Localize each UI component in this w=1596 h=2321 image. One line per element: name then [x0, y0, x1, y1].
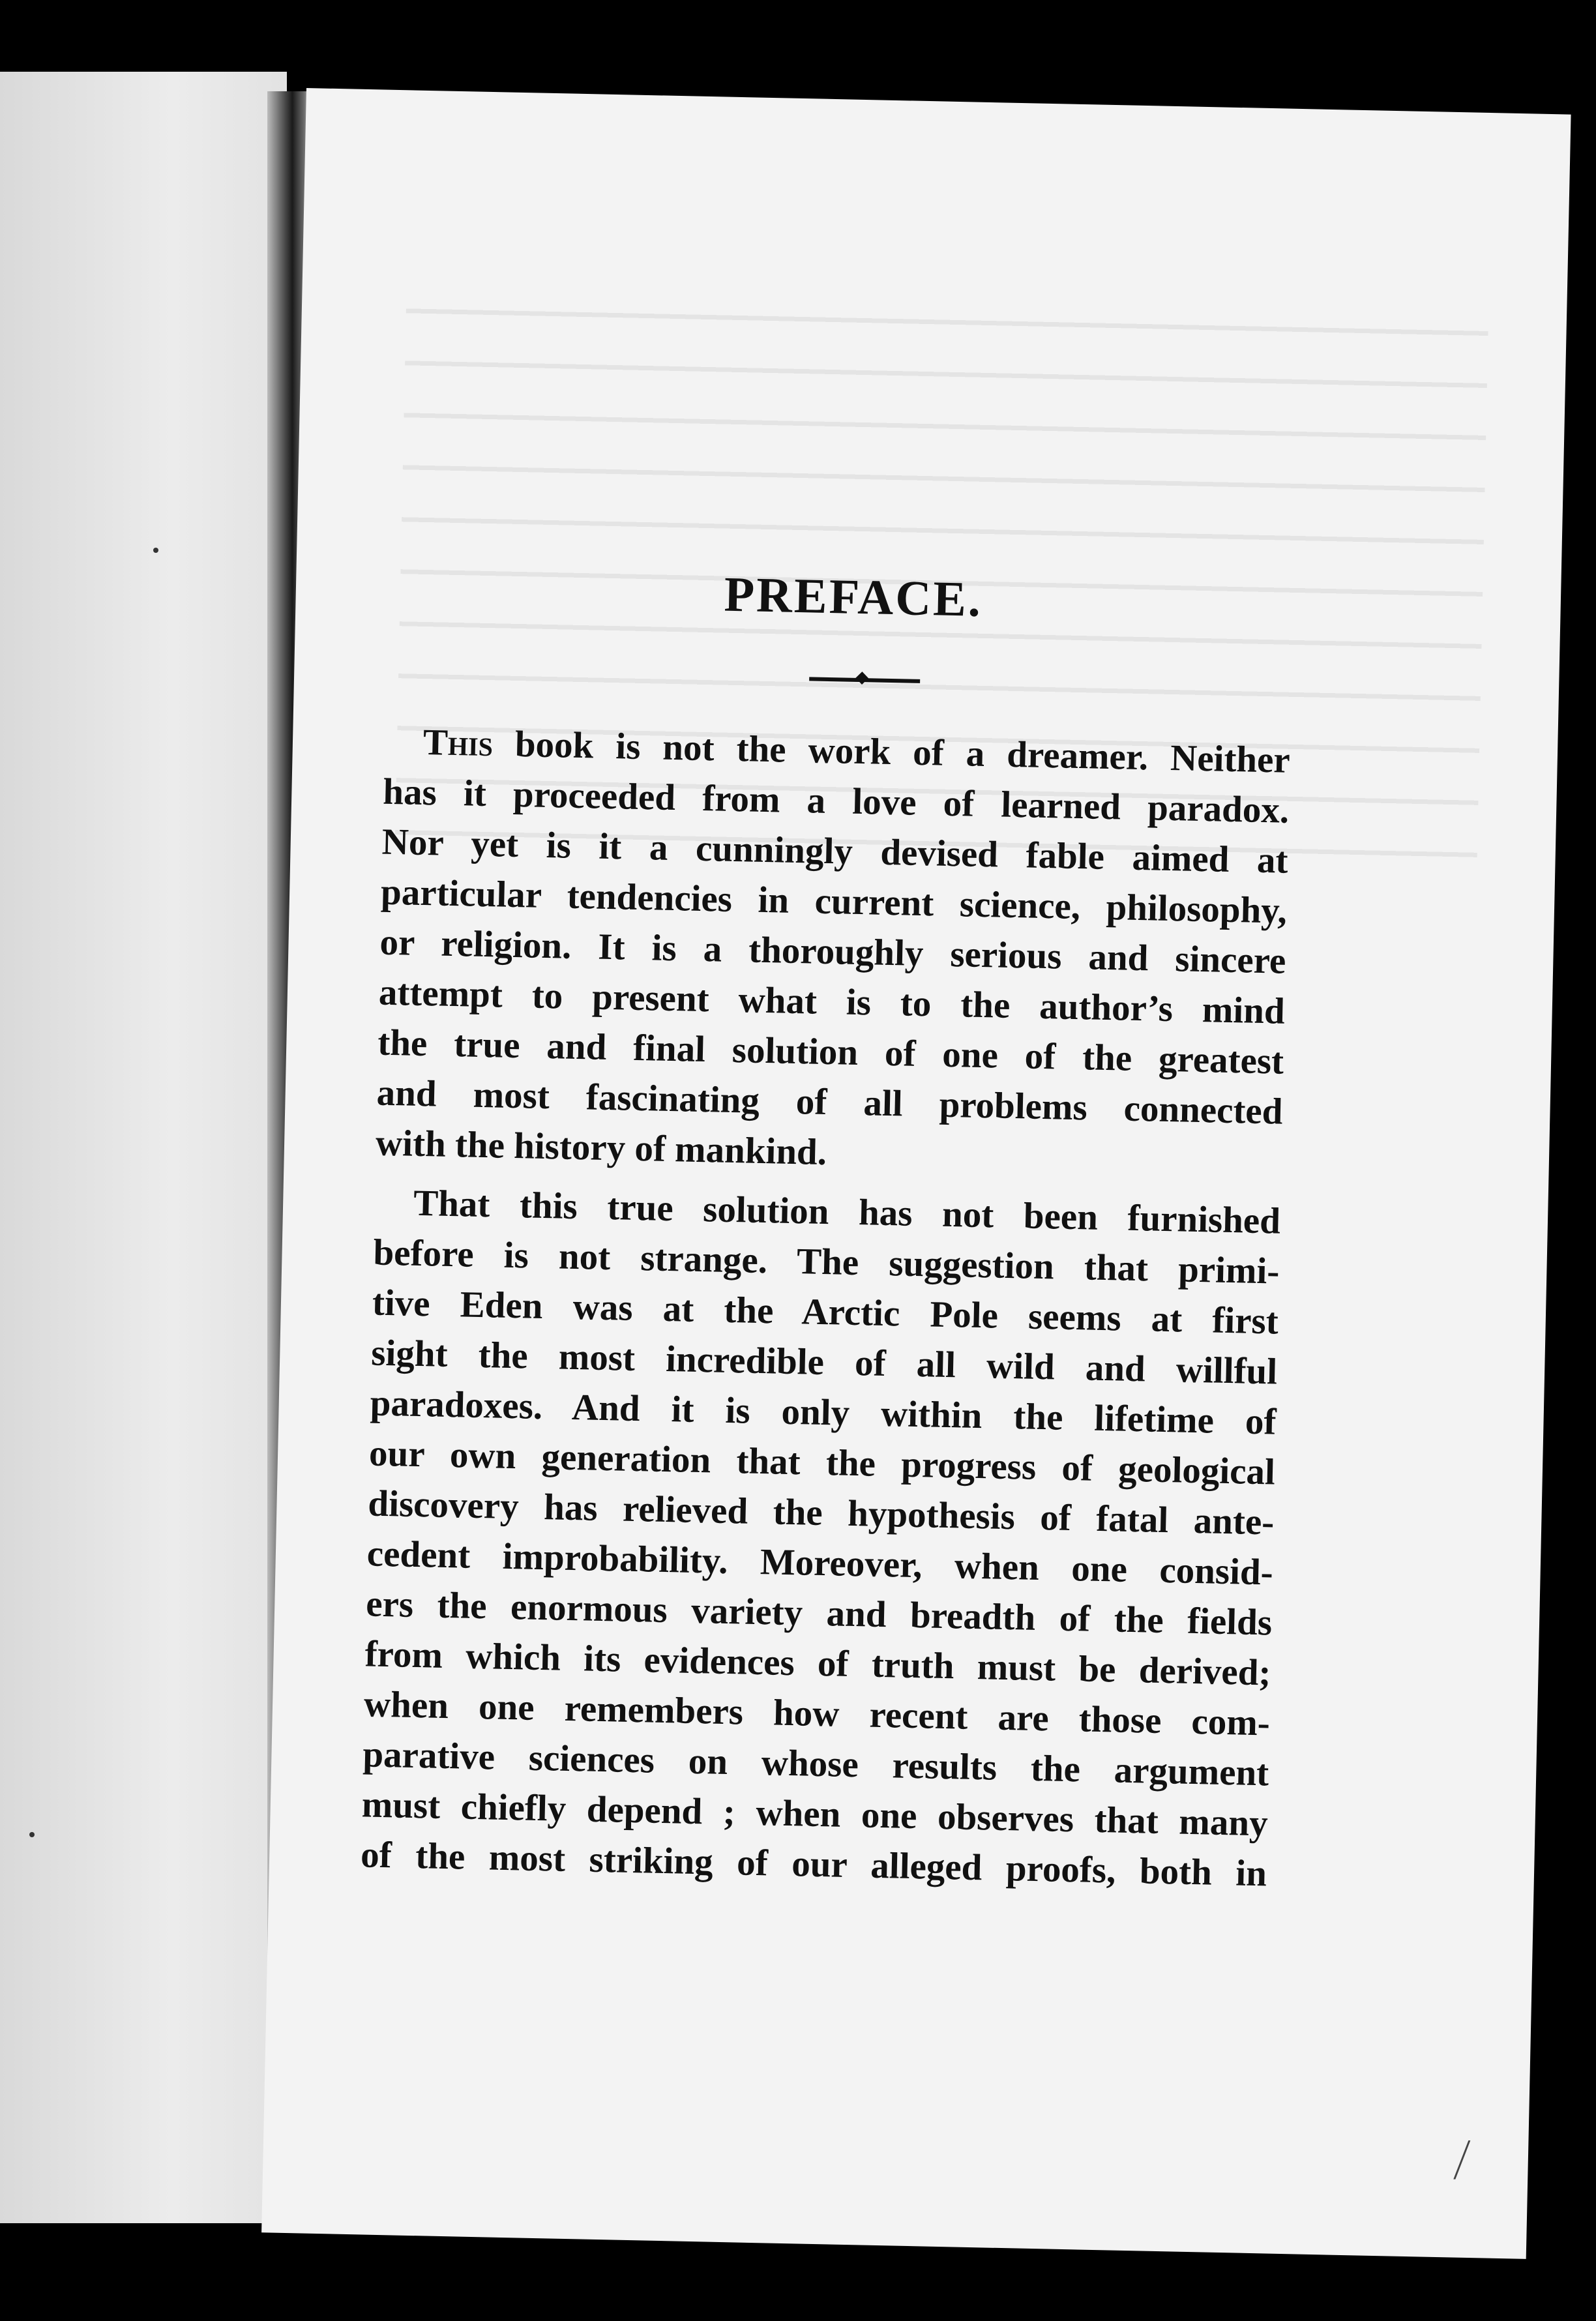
paragraph-1: [375, 717, 1290, 1187]
text-line: and most fascinating of all problems connected: [376, 1072, 1284, 1132]
text-line: Nor yet is it a cunningly devised fable aimed at: [381, 821, 1289, 881]
text-line: particular tendencies in current science, philosophy,: [380, 871, 1288, 932]
text-line: That this true solution has not been furnished: [413, 1182, 1281, 1242]
text-line: cedent improbability. Moreover, when one consid-: [366, 1533, 1274, 1593]
text-line: when one remembers how recent are those com-: [363, 1683, 1271, 1744]
page-title: PREFACE.: [723, 567, 983, 627]
text-line: of the most striking of our alleged proofs, both in: [360, 1834, 1267, 1895]
ink-speck: [153, 548, 158, 553]
paragraph-2: [360, 1177, 1280, 1899]
text-line-rest: book is not the work of a dreamer. Neither: [492, 723, 1291, 781]
text-line: with the history of mankind.: [375, 1122, 827, 1174]
text-line: ers the enormous variety and breadth of the fields: [365, 1583, 1273, 1644]
text-line: the true and final solution of one of the greatest: [377, 1022, 1284, 1082]
text-line: our own generation that the progress of geological: [368, 1432, 1276, 1493]
text-line: discovery has relieved the hypothesis of fatal ante-: [367, 1483, 1275, 1543]
text-line: has it proceeded from a love of learned paradox.: [382, 771, 1290, 831]
page-corner-mark: [1453, 2140, 1496, 2180]
text-line: must chiefly depend ; when one observes that many: [361, 1784, 1269, 1844]
text-line: parative sciences on whose results the argument: [362, 1734, 1269, 1794]
text-line: tive Eden was at the Arctic Pole seems at first: [372, 1282, 1279, 1342]
left-page-blank: [0, 72, 287, 2223]
text-line: paradoxes. And it is only within the lifetime of: [370, 1382, 1277, 1443]
text-line: sight the most incredible of all wild and willful: [370, 1332, 1278, 1393]
rule-with-diamond-ornament-icon: [809, 677, 920, 688]
text-line: or religion. It is a thoroughly serious and sincere: [379, 921, 1286, 982]
text-line: from which its evidences of truth must be derived;: [364, 1633, 1272, 1694]
ink-speck: [29, 1832, 35, 1837]
preface-text-block: [360, 559, 1293, 1899]
text-line: attempt to present what is to the author’s mind: [378, 971, 1286, 1032]
text-line: before is not strange. The suggestion that primi-: [372, 1232, 1280, 1292]
small-caps-lead-word: This: [422, 721, 494, 765]
right-page: [261, 88, 1571, 2259]
